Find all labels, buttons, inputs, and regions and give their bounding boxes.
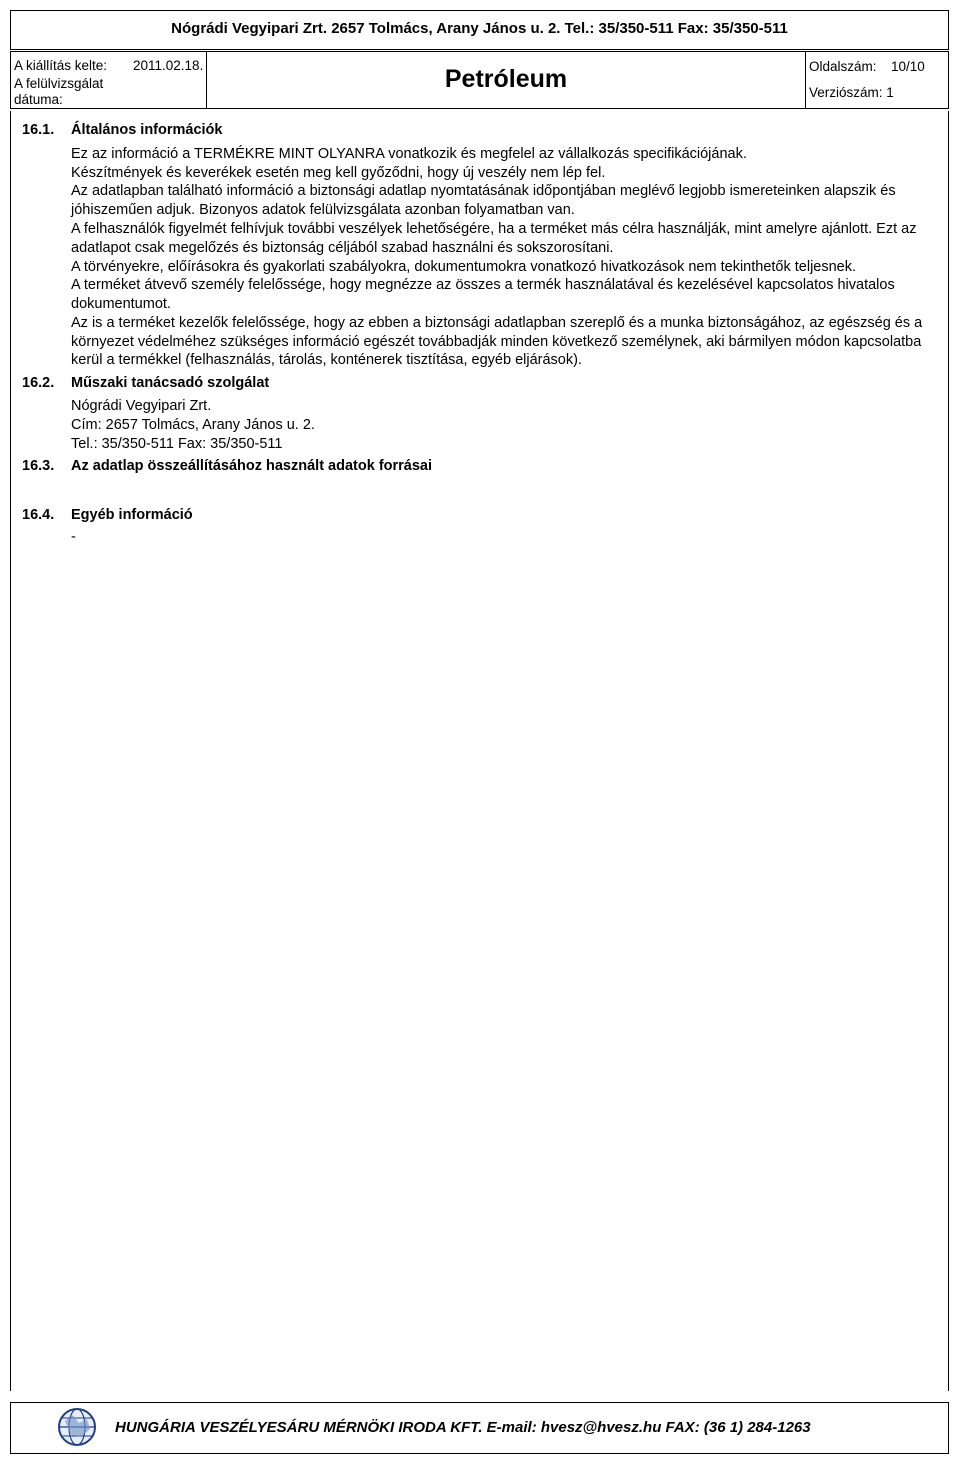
version-label: Verziószám: 1 (809, 85, 894, 100)
section-number: 16.2. (22, 375, 55, 391)
page-label: Oldalszám: (809, 59, 877, 74)
document-footer (10, 1402, 949, 1454)
section-text: - (71, 529, 76, 545)
paragraph: Az adatlapban található információ a biztonsági adatlap nyomtatásának időpontjában meglévő legjobb ismereteinken alapszik és jóhiszeműen adjuk. Bizonyos adatok felülvizsgálata azonban folyamatban van. (71, 183, 896, 218)
paragraph: A felhasználók figyelmét felhívjuk további veszélyek lehetőségére, ha a terméket más célra használják, mint amelyre ajánlott. Ezt az adatlapot csak megelőzés és biztonság céljából szabad használni és sokszorosítani. (71, 221, 917, 256)
meta-row (10, 51, 949, 109)
section-title: Az adatlap összeállításához használt adatok forrásai (71, 458, 433, 474)
section-title: Általános információk (71, 122, 223, 138)
footer-text: HUNGÁRIA VESZÉLYESÁRU MÉRNÖKI IRODA KFT. E-mail: hvesz@hvesz.hu FAX: (36 1) 284-1263 (115, 1419, 811, 1436)
section-number: 16.3. (22, 458, 55, 474)
title-box (207, 52, 805, 108)
section-title: Műszaki tanácsadó szolgálat (71, 375, 270, 391)
document-header (10, 10, 949, 50)
paragraph: A törvényekre, előírásokra és gyakorlati szabályokra, dokumentumokra vonatkozó hivatkozások nem tekinthetők teljesnek. (71, 259, 857, 275)
section-number: 16.1. (22, 122, 55, 138)
company-line: Nógrádi Vegyipari Zrt. 2657 Tolmács, Arany János u. 2. Tel.: 35/350-511 Fax: 35/350-511 (171, 20, 788, 37)
page-box (805, 52, 948, 108)
issue-label: A kiállítás kelte: (14, 58, 108, 73)
paragraph: Ez az információ a TERMÉKRE MINT OLYANRA vonatkozik és megfelel az vállalkozás specifikációjának. (71, 146, 747, 162)
company-address: Cím: 2657 Tolmács, Arany János u. 2. (71, 417, 315, 433)
product-title: Petróleum (444, 65, 568, 93)
content-area (10, 111, 949, 1391)
paragraph: Az is a terméket kezelők felelőssége, hogy az ebben a biztonsági adatlapban szereplő és a munka biztonságához, az egészség és a környezet védelméhez szükséges információ egészét továbbadják minden következő személynek, aki bármilyen módon kapcsolatba kerül a termékkel (felhasználás, tárolás, konténerek tisztítása, egyéb eljárások). (71, 315, 923, 369)
paragraph: Készítmények és keverékek esetén meg kell győződni, hogy új veszély nem lép fel. (71, 165, 606, 181)
company-name: Nógrádi Vegyipari Zrt. (71, 398, 212, 414)
section-title: Egyéb információ (71, 507, 193, 523)
date-box (11, 52, 207, 108)
issue-date: 2011.02.18. (133, 58, 204, 73)
revision-label-2: dátuma: (14, 92, 63, 107)
paragraph: A terméket átvevő személy felelőssége, hogy megnézze az összes a termék használatával és kezelésével kapcsolatos hivatalos dokumentumot. (71, 277, 895, 312)
page-number: 10/10 (891, 59, 925, 74)
revision-label-1: A felülvizsgálat (14, 76, 104, 91)
globe-logo-icon (57, 1407, 97, 1447)
company-phone: Tel.: 35/350-511 Fax: 35/350-511 (71, 436, 283, 452)
section-number: 16.4. (22, 507, 55, 523)
